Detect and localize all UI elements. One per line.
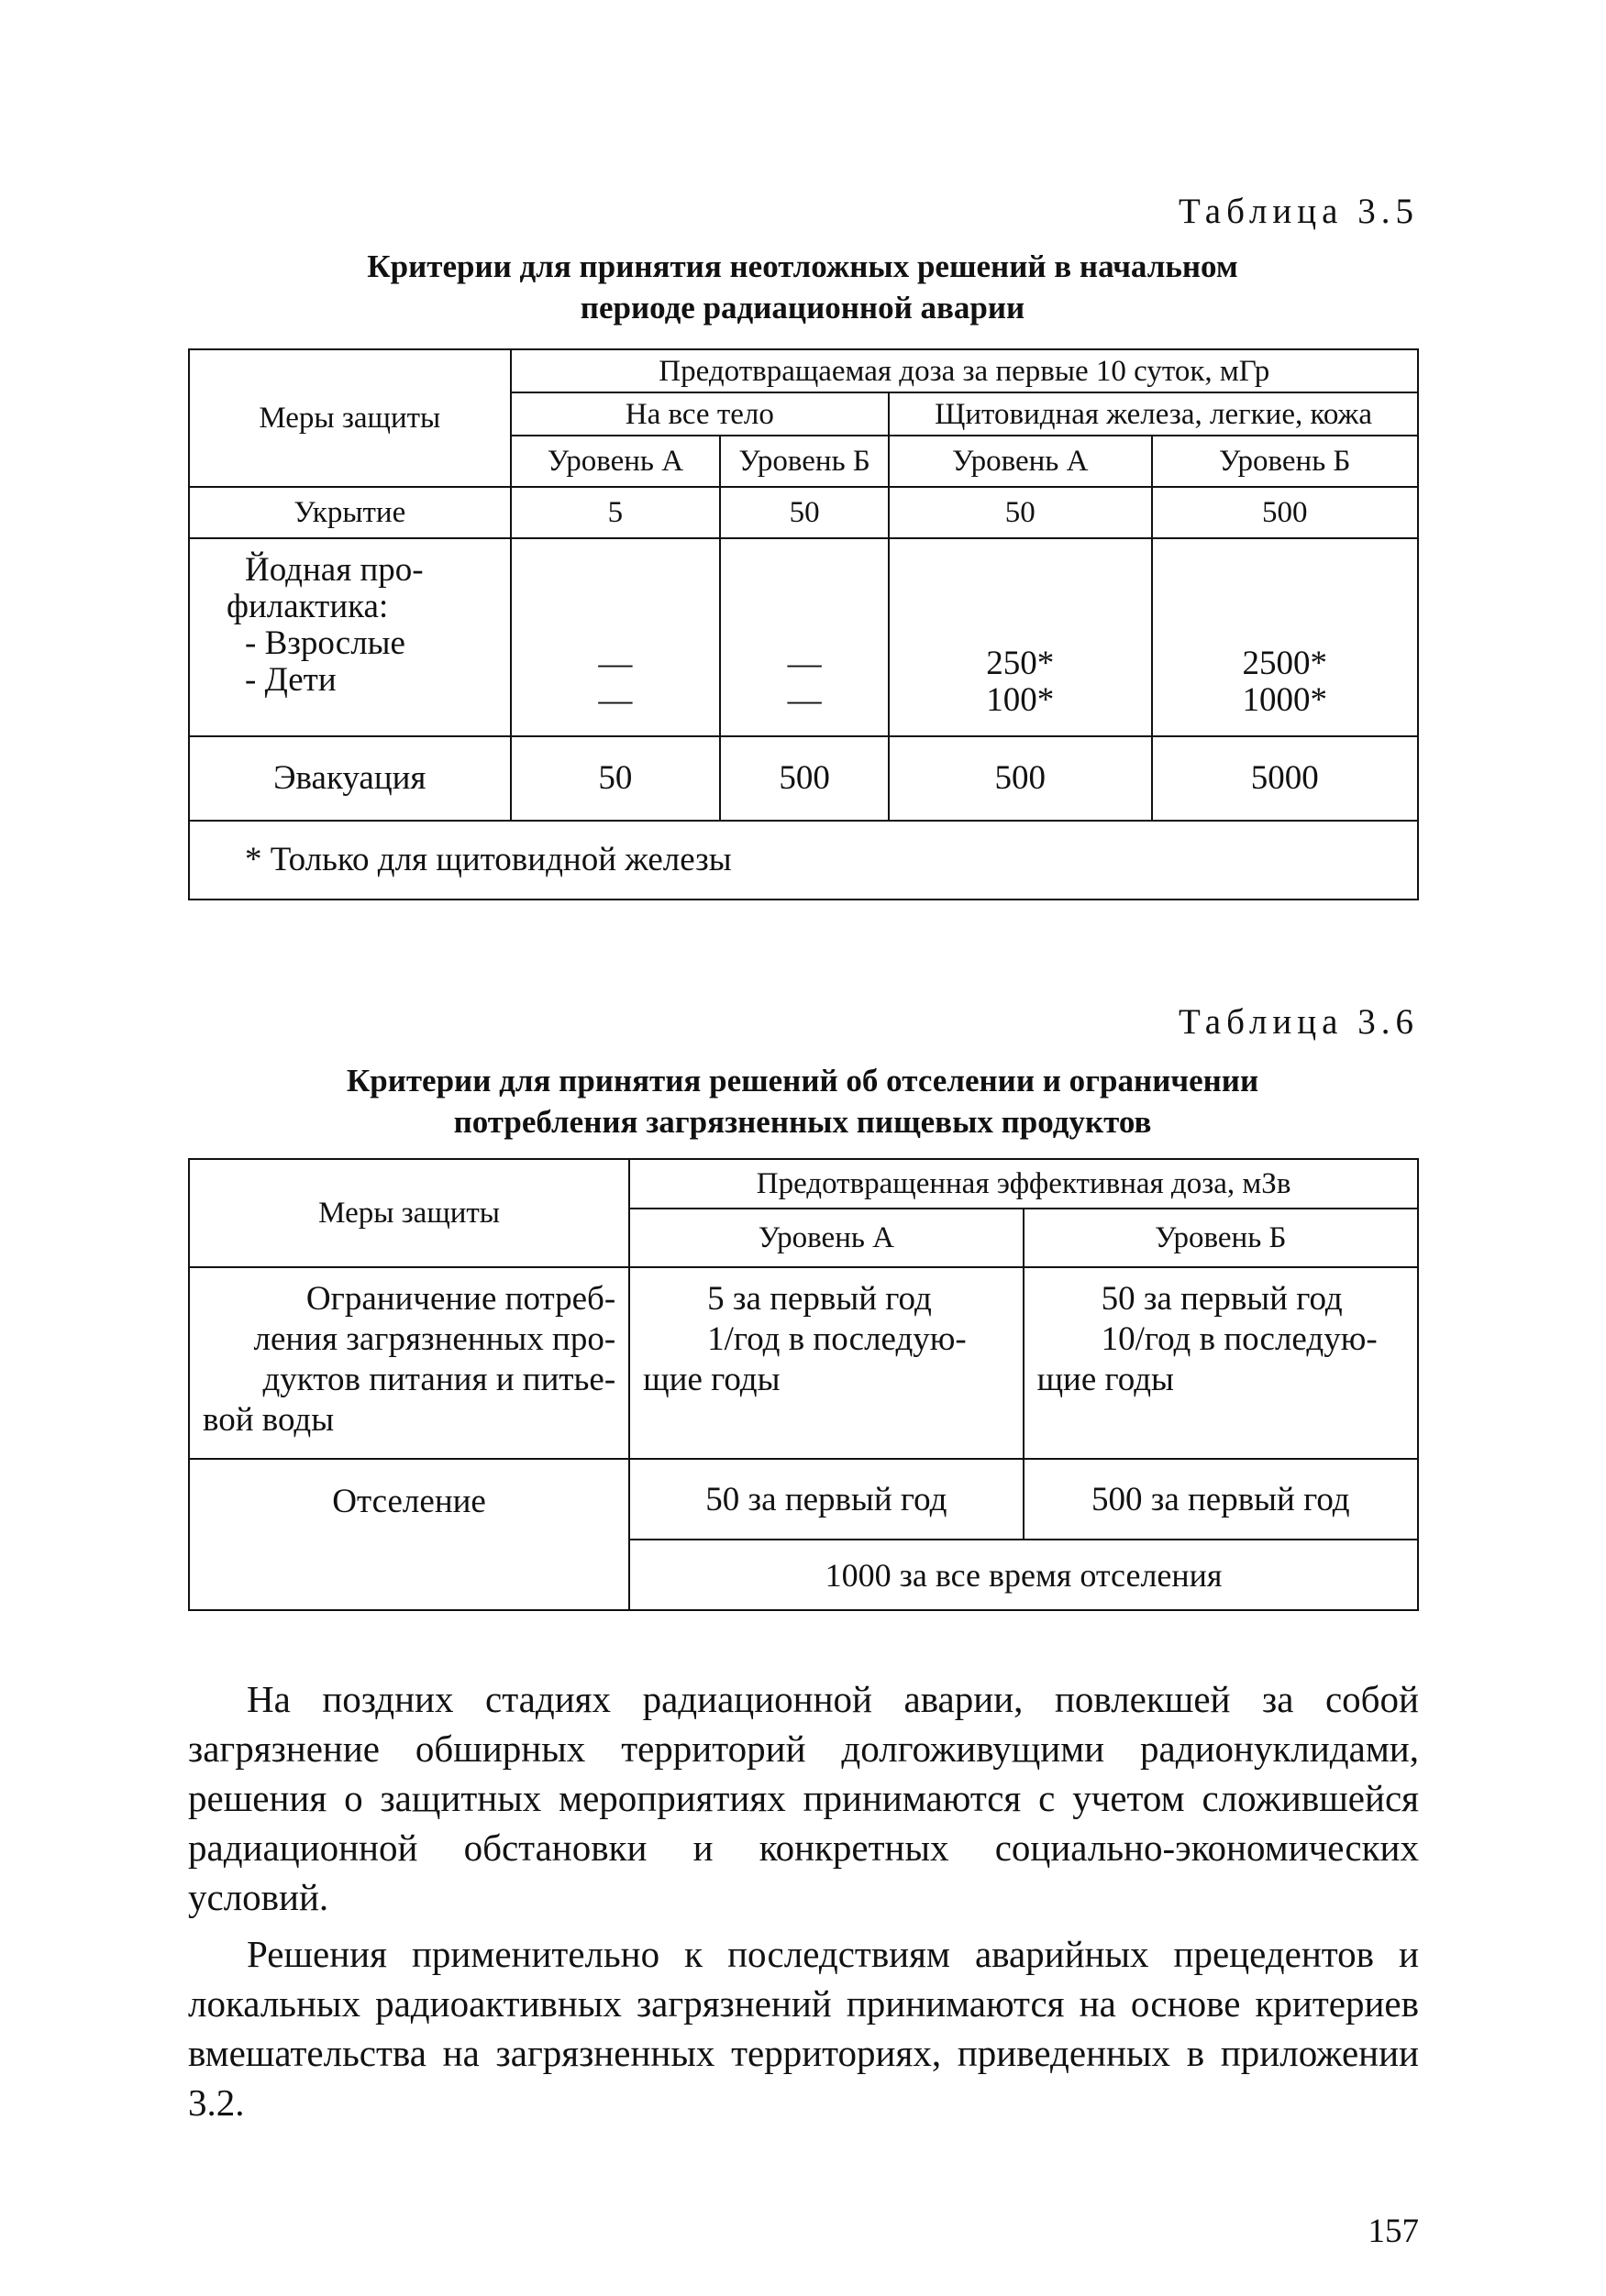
cell-iodine [889, 538, 1151, 736]
table-3-6-title-line: Критерии для принятия решений об отселении и ограничении [346, 1063, 1259, 1098]
label-line: - Дети [245, 661, 337, 699]
header-level: Уровень А [511, 436, 721, 487]
cell-value: 50 [511, 736, 721, 821]
cell-value: 500 [889, 736, 1151, 821]
table-3-5-title [188, 246, 1417, 328]
cell-value: 50 [889, 487, 1151, 538]
header-whole-body: На все тело [511, 392, 889, 436]
table-3-6 [188, 1158, 1419, 1611]
header-thyroid: Щитовидная железа, легкие, кожа [889, 392, 1418, 436]
cell-value: — [598, 681, 633, 719]
table-3-5-title-line: периоде радиационной аварии [580, 290, 1025, 326]
row-iodine-label [189, 538, 511, 736]
cell-line: 1/год в последую- [707, 1320, 967, 1358]
row-evacuation-label: Эвакуация [189, 736, 511, 821]
cell-line: щие годы [1036, 1361, 1174, 1398]
table-3-6-title-line: потребления загрязненных пищевых продуктов [453, 1104, 1152, 1140]
table-3-5 [188, 348, 1419, 900]
label-line: филактика: [227, 588, 389, 625]
cell-resettlement-level-a: 50 за первый год [629, 1459, 1023, 1540]
cell-resettlement-level-b: 500 за первый год [1024, 1459, 1418, 1540]
cell-resettlement-total: 1000 за все время отселения [629, 1540, 1418, 1610]
table-3-5-footnote: * Только для щитовидной железы [189, 821, 1418, 900]
header-measures: Меры защиты [189, 1159, 629, 1267]
cell-line: 10/год в последую- [1101, 1320, 1378, 1358]
cell-line: щие годы [643, 1361, 781, 1398]
cell-line: 5 за первый год [707, 1280, 932, 1318]
cell-value: 5000 [1152, 736, 1418, 821]
header-dose: Предотвращаемая доза за первые 10 суток, мГр [511, 349, 1418, 392]
cell-value: — [787, 645, 822, 682]
label-line: Ограничение потреб- [305, 1280, 616, 1318]
cell-value: 500 [720, 736, 889, 821]
cell-iodine [1152, 538, 1418, 736]
cell-value: 1000* [1242, 681, 1327, 719]
paragraph: На поздних стадиях радиационной аварии, повлекшей за собой загрязнение обширных территорий долгоживущими радионуклидами, решения о защитных мероприятиях принимаются с учетом сложившейся радиационной обстановки и конкретных социально-экономических условий. [188, 1678, 1419, 1918]
page-number: 157 [1368, 2213, 1419, 2250]
row-restriction-label [189, 1267, 629, 1459]
table-3-6-title [188, 1060, 1417, 1142]
header-dose: Предотвращенная эффективная доза, мЗв [629, 1159, 1418, 1209]
cell-value: 500 [1152, 487, 1418, 538]
cell-value: 50 [720, 487, 889, 538]
label-line: ления загрязненных про- [253, 1320, 616, 1358]
cell-value: — [787, 681, 822, 719]
header-level: Уровень Б [720, 436, 889, 487]
cell-restriction-level-a [629, 1267, 1023, 1459]
cell-value: 250* [986, 645, 1055, 682]
cell-value: 100* [986, 681, 1055, 719]
row-shelter-label: Укрытие [189, 487, 511, 538]
header-level: Уровень А [629, 1209, 1023, 1267]
label-line: - Взрослые [245, 624, 405, 662]
cell-restriction-level-b [1024, 1267, 1418, 1459]
row-resettlement-label: Отселение [189, 1459, 629, 1610]
header-level: Уровень А [889, 436, 1151, 487]
cell-iodine [511, 538, 721, 736]
header-level: Уровень Б [1152, 436, 1418, 487]
cell-line: 50 за первый год [1101, 1280, 1343, 1318]
table-3-5-number: Таблица 3.5 [1178, 192, 1419, 231]
header-measures: Меры защиты [189, 349, 511, 487]
cell-value: 2500* [1242, 645, 1327, 682]
cell-value: 5 [511, 487, 721, 538]
label-line: Йодная про- [245, 551, 424, 589]
label-line: вой воды [203, 1401, 335, 1439]
paragraph: Решения применительно к последствиям аварийных прецедентов и локальных радиоактивных загрязнений принимаются на основе критериев вмешательства на загрязненных территориях, приведенных в приложении 3.2. [188, 1933, 1419, 2124]
table-3-6-number: Таблица 3.6 [1178, 1002, 1419, 1042]
table-3-5-title-line: Критерии для принятия неотложных решений в начальном [367, 248, 1238, 284]
header-level: Уровень Б [1024, 1209, 1418, 1267]
label-line: дуктов питания и питье- [262, 1361, 616, 1398]
body-text [188, 1674, 1419, 2127]
cell-iodine [720, 538, 889, 736]
cell-value: — [598, 645, 633, 682]
